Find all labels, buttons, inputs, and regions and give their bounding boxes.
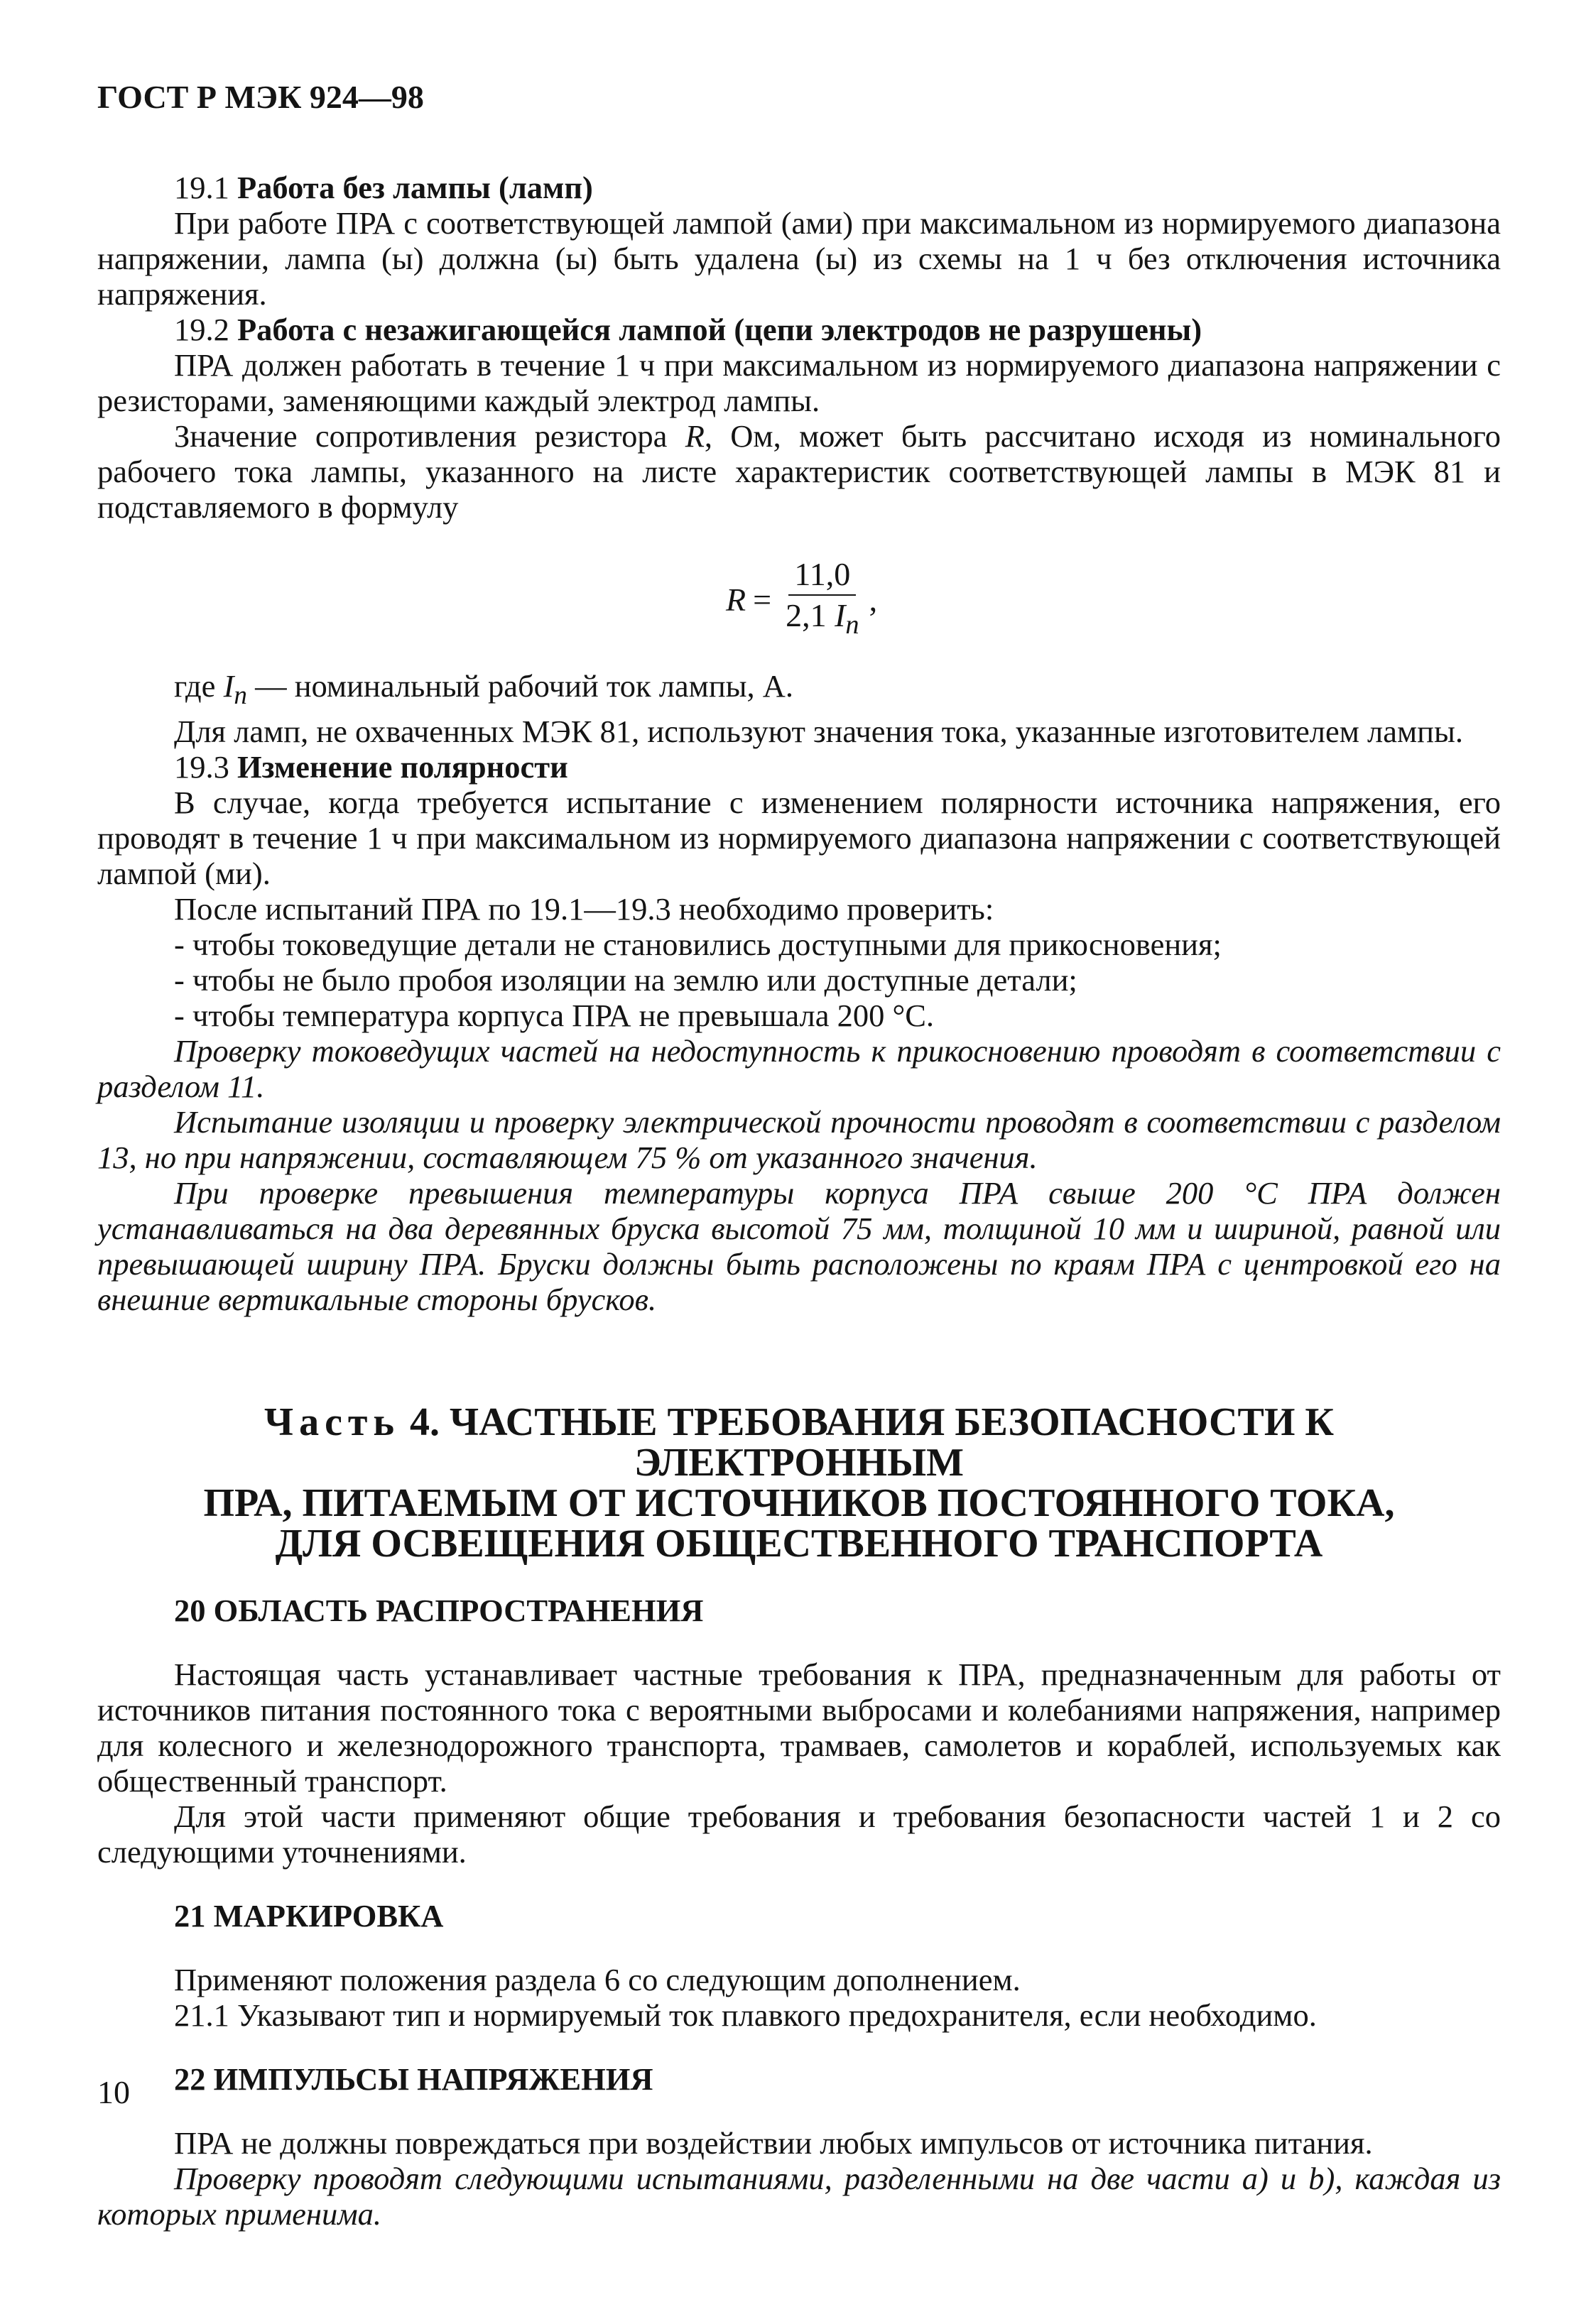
section-21-text-1: Применяют положения раздела 6 со следующим дополнением. [174,1961,1021,1997]
variable-r: R [685,418,705,454]
formula-trailing-comma: , [869,582,878,618]
section-22-title: 22 ИМПУЛЬСЫ НАПРЯЖЕНИЯ [174,2061,653,2097]
formula-block [97,550,1501,650]
section-20-title: 20 ОБЛАСТЬ РАСПРОСТРАНЕНИЯ [174,1592,704,1628]
formula-denominator: 2,1 $I_n$ [786,597,859,640]
check-list [97,927,1501,1033]
part-label: Часть [264,1400,401,1444]
list-item: - чтобы токоведущие детали не становились доступными для прикосновения; [174,926,1222,962]
clause-19-2-text-1: ПРА должен работать в течение 1 ч при максимальном из нормируемого диапазона напряжении с резисторами, заменяющими каждый электрод лампы. [97,347,1501,418]
italic-note-3: При проверке превышения температуры корпуса ПРА свыше 200 °С ПРА должен устанавливаться на два деревянных бруска высотой 75 мм, толщиной 10 мм и шириной, равной или превышающей ширину ПРА. Бруски должны быть расположены по краям ПРА с центровкой его на внешние вертикальные стороны брусков. [97,1174,1501,1317]
clause-19-3-heading [97,749,1501,785]
formula-lhs: R [726,582,746,618]
clause-number: 19.1 [174,170,229,205]
formula-equals: = [753,582,772,618]
clause-19-2-text-2: Значение сопротивления резистора R, Ом, может быть рассчитано исходя из номинального рабочего тока лампы, указанного на листе характеристик соответствующей лампы в МЭК 81 и подставляемого в формулу [97,418,1501,525]
clause-title: Работа без лампы (ламп) [237,170,593,205]
formula-fraction [780,555,865,645]
part-4-title: Часть 4. ЧАСТНЫЕ ТРЕБОВАНИЯ БЕЗОПАСНОСТИ К ЭЛЕКТРОННЫМ ПРА, ПИТАЕМЫМ ОТ ИСТОЧНИКОВ ПОСТОЯННОГО ТОКА, ДЛЯ ОСВЕЩЕНИЯ ОБЩЕСТВЕННОГО ТРАНСПОРТА [203,1400,1395,1566]
clause-19-2-text-3: Для ламп, не охваченных МЭК 81, используют значения тока, указанные изготовителем лампы. [174,713,1464,749]
formula-numerator: 11,0 [788,555,856,596]
clause-number: 19.2 [174,312,229,347]
section-21-title: 21 МАРКИРОВКА [174,1897,444,1933]
list-item: - чтобы не было пробоя изоляции на землю или доступные детали; [174,961,1077,998]
italic-note-1: Проверку токоведущих частей на недоступность к прикосновению проводят в соответствии с разделом 11. [97,1032,1501,1104]
document-header: ГОСТ Р МЭК 924—98 [97,79,424,115]
clause-19-1-text: При работе ПРА с соответствующей лампой (ами) при максимальном из нормируемого диапазона напряжении, лампа (ы) должна (ы) быть удалена (ы) из схемы на 1 ч без отключения источника напряжения. [97,205,1501,312]
clause-19-3-text-2: После испытаний ПРА по 19.1—19.3 необходимо проверить: [174,890,994,927]
clause-19-3-text-1: В случае, когда требуется испытание с изменением полярности источника напряжения, его проводят в течение 1 ч при максимальном из нормируемого диапазона напряжении с соответствующей лампой (ми). [97,784,1501,891]
clause-number: 19.3 [174,748,229,785]
page-number: 10 [97,2074,130,2110]
section-20-text-2: Для этой части применяют общие требования и требования безопасности частей 1 и 2 со следующими уточнениями. [97,1798,1501,1870]
resistance-formula [726,550,877,650]
clause-19-2-heading [97,312,1501,347]
clause-title: Работа с незажигающейся лампой (цепи электродов не разрушены) [237,312,1202,347]
section-22-text-1: ПРА не должны повреждаться при воздействии любых импульсов от источника питания. [174,2124,1373,2161]
list-item: - чтобы температура корпуса ПРА не превышала 200 °С. [174,997,935,1033]
section-20-text-1: Настоящая часть устанавливает частные требования к ПРА, предназначенным для работы от источников питания постоянного тока с вероятными выбросами и колебаниями напряжения, например для колесного и железнодорожного транспорта, трамваев, самолетов и кораблей, используемых как общественный транспорт. [97,1656,1501,1799]
clause-title: Изменение полярности [237,748,568,785]
italic-note-2: Испытание изоляции и проверку электрической прочности проводят в соответствии с разделом 13, но при напряжении, составляющем 75 % от указанного значения. [97,1103,1501,1175]
clause-19-1-heading [97,170,1501,205]
formula-explanation: где $I_n$ — номинальный рабочий ток лампы, А. [174,668,794,710]
section-21-text-2: 21.1 Указывают тип и нормируемый ток плавкого предохранителя, если необходимо. [174,1997,1317,2033]
section-22-italic-note: Проверку проводят следующими испытаниями, разделенными на две части a) и b), каждая из которых применима. [97,2160,1501,2232]
